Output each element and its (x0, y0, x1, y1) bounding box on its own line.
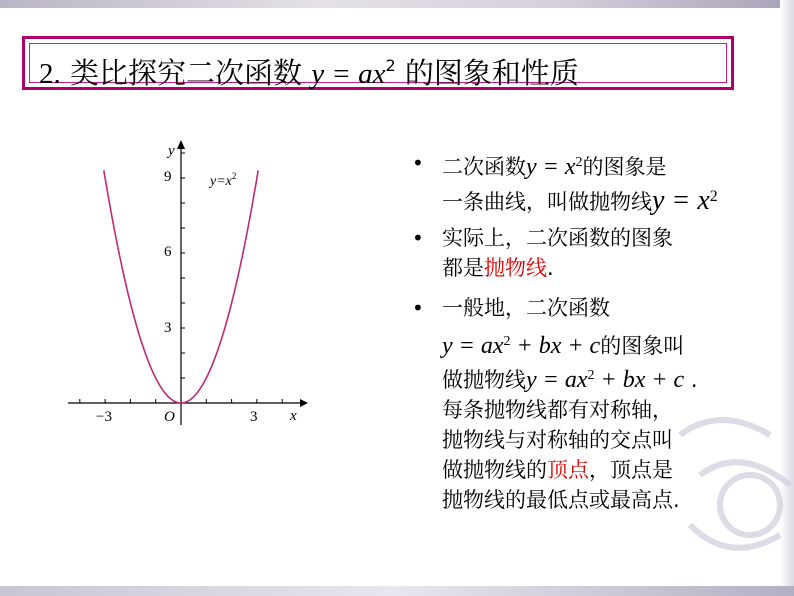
b3-line3-exponent: 2 (587, 368, 595, 383)
bullet-item-2 (412, 223, 782, 283)
b3-line5: 抛物线与对称轴的交点叫 (442, 428, 673, 452)
bullet-list (412, 148, 782, 515)
parabola-graph (60, 135, 310, 435)
bullet-marker: • (412, 296, 424, 320)
x-axis-arrow (300, 399, 308, 407)
b3-line4: 每条抛物线都有对称轴， (442, 398, 673, 422)
b3-line7: 抛物线的最低点或最高点. (442, 488, 680, 512)
x-axis-label: x (290, 408, 297, 424)
b1-line2-text: 一条曲线，叫做抛物线 (442, 190, 652, 214)
y-tick-label-9: 9 (164, 169, 172, 185)
title-text-after: 的图象和性质 (404, 56, 579, 90)
curve-label-text: y=x (210, 174, 232, 189)
b3-line3-formula: y = ax (526, 367, 588, 393)
b1-formula: y = x (526, 154, 576, 180)
title-number: 2. (39, 58, 61, 90)
b1-line2-exponent: 2 (709, 188, 718, 205)
y-axis-arrow (177, 140, 185, 149)
b3-line3-pre: 做抛物线 (442, 368, 526, 392)
x-tick-label-3: 3 (250, 409, 258, 425)
y-axis-ticks (181, 153, 185, 378)
b3-highlight-vertex: 顶点 (547, 458, 589, 482)
b3-line3-post: . (684, 368, 698, 392)
b2-text-post: . (547, 256, 554, 280)
x-tick-label-neg3: −3 (96, 409, 112, 425)
b3-line1: 一般地，二次函数 (442, 296, 610, 320)
origin-label: O (164, 409, 175, 425)
y-tick-label-3: 3 (164, 320, 172, 336)
slide-title (39, 49, 579, 90)
curve-label-exponent: 2 (231, 171, 237, 181)
b1-line2-formula: y = x (652, 185, 710, 216)
bullet-item-1 (412, 148, 782, 217)
curve-label (208, 171, 236, 189)
bullet-item-3 (412, 293, 782, 515)
b1-text-post: 的图象是 (582, 155, 667, 179)
title-formula: y = ax (311, 58, 386, 90)
b2-text-pre: 都是 (442, 256, 484, 280)
b1-text-pre: 二次函数 (442, 155, 526, 179)
b3-line6-post: ，顶点是 (589, 458, 673, 482)
b2-line1: 实际上，二次函数的图象 (442, 226, 673, 250)
b2-highlight-parabola: 抛物线 (484, 256, 547, 280)
slide-top-border (0, 0, 794, 8)
b3-formula-exponent: 2 (503, 334, 511, 349)
bullet-marker: • (412, 151, 424, 175)
y-axis-label: y (168, 143, 175, 159)
b3-line6-pre: 做抛物线的 (442, 458, 547, 482)
y-tick-label-6: 6 (164, 244, 172, 260)
b1-formula-exponent: 2 (575, 155, 583, 170)
b3-formula-rest: + bx + c (510, 333, 601, 359)
title-text-before: 类比探究二次函数 (69, 56, 302, 90)
slide-title-box (22, 36, 734, 90)
b3-formula: y = ax (442, 333, 504, 359)
b3-line2-post: 的图象叫 (600, 334, 685, 358)
b3-line3-formula-rest: + bx + c (594, 367, 685, 393)
bullet-marker: • (412, 226, 424, 250)
title-formula-exponent: 2 (385, 56, 396, 75)
